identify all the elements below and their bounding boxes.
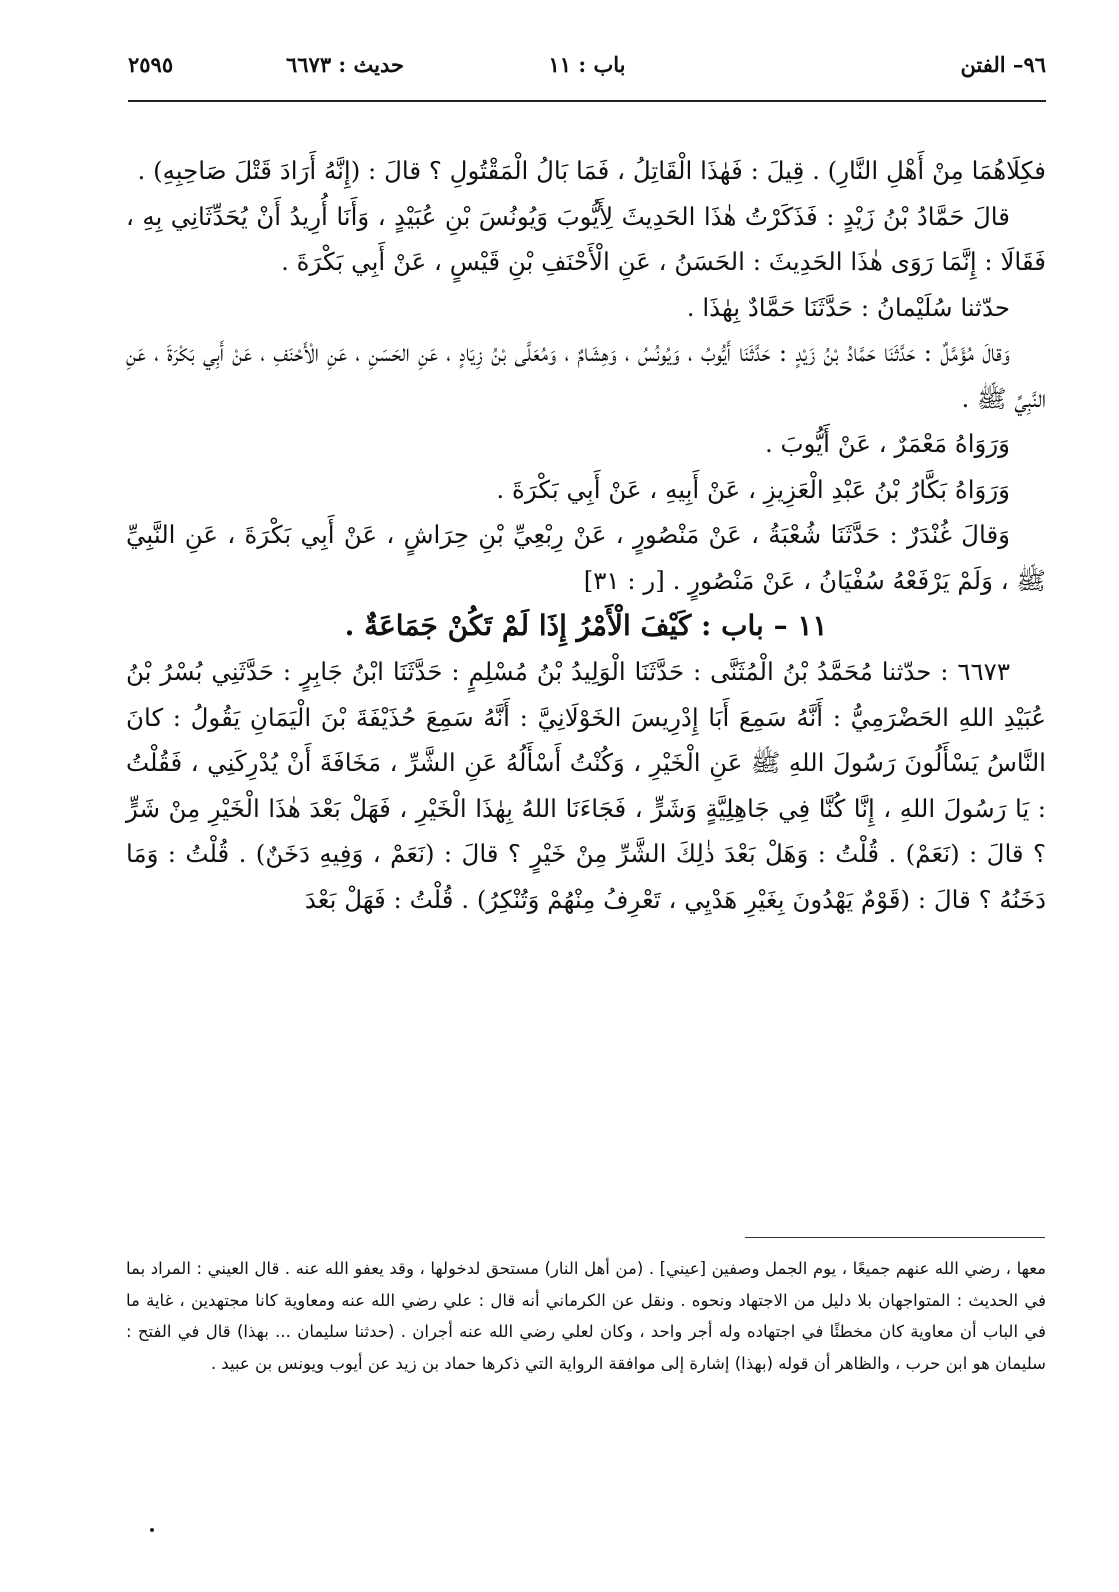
text-paragraph: وَقالَ مُؤَمَّلٌ : حَدَّثَنَا حَمَّادُ بْنُ زَيْدٍ : حَدَّثَنَا أَيُّوبُ ، وَيُونُسُ ، وَهِشَامٌ ، وَمُعَلَّى بْنُ زِيَادٍ ، عَنِ الحَسَنِ ، عَنِ الْأَحْنَفِ ، عَنْ أَبِي بَكْرَةَ ، عَنِ النَّبِيِّ ﷺ . <box>126 338 1046 413</box>
text-paragraph: وَقالَ غُنْدَرٌ : حَدَّثَنَا شُعْبَةُ ، عَنْ مَنْصُورٍ ، عَنْ رِبْعِيِّ بْنِ حِرَاشٍ ، عَنْ أَبِي بَكْرَةَ ، عَنِ النَّبِيِّ ﷺ ، وَلَمْ يَرْفَعْهُ سُفْيَانُ ، عَنْ مَنْصُورٍ . [ر : ٣١] <box>126 520 1046 595</box>
hadith-paragraph: ٦٦٧٣ : حدّثنا مُحَمَّدُ بْنُ الْمُثَنَّى : حَدَّثَنَا الْوَلِيدُ بْنُ مُسْلِمٍ : حَدَّثَنَا ابْنُ جَابِرٍ : حَدَّثَنِي بُسْرُ بْنُ عُبَيْدِ اللهِ الحَضْرَمِيُّ : أَنَّهُ سَمِعَ أَبَا إِدْرِيسَ الخَوْلَانِيَّ : أَنَّهُ سَمِعَ حُذَيْفَةَ بْنَ الْيَمَانِ يَقُولُ : كانَ النَّاسُ يَسْأَلُونَ رَسُولَ اللهِ ﷺ عَنِ الْخَيْرِ ، وَكُنْتُ أَسْأَلُهُ عَنِ الشَّرِّ ، مَخَافَةَ أَنْ يُدْرِكَنِي ، فَقُلْتُ : يَا رَسُولَ اللهِ ، إِنَّا كُنَّا فِي جَاهِلِيَّةٍ وَشَرٍّ ، فَجَاءَنَا اللهُ بِهٰذَا الْخَيْرِ ، فَهَلْ بَعْدَ هٰذَا الْخَيْرِ مِنْ شَرٍّ ؟ قالَ : (نَعَمْ) . قُلْتُ : وَهَلْ بَعْدَ ذٰلِكَ الشَّرِّ مِنْ خَيْرٍ ؟ قالَ : (نَعَمْ ، وَفِيهِ دَخَنٌ) . قُلْتُ : وَمَا دَخَنُهُ ؟ قالَ : (قَوْمٌ يَهْدُونَ بِغَيْرِ هَدْيِي ، تَعْرِفُ مِنْهُمْ وَتُنْكِرُ) . قُلْتُ : فَهَلْ بَعْدَ <box>126 657 1046 914</box>
footnote-divider <box>745 1237 1045 1238</box>
chapter-heading: ١١ – باب : كَيْفَ الْأَمْرُ إِذَا لَمْ تَكُنْ جَمَاعَةٌ . <box>344 609 828 642</box>
main-text <box>126 148 1046 922</box>
text-paragraph: حدّثنا سُلَيْمانُ : حَدَّثَنَا حَمَّادٌ بِهٰذَا . <box>686 292 1010 322</box>
text-paragraph: وَرَوَاهُ مَعْمَرٌ ، عَنْ أَيُّوبَ . <box>764 429 1010 458</box>
page-speck <box>150 1528 154 1532</box>
header-page-number: ٢٥٩٥ <box>128 52 174 77</box>
footnote-text: معها ، رضي الله عنهم جميعًا ، يوم الجمل وصفين [عيني] . (من أهل النار) مستحق لدخولها ، وقد يعفو الله عنه . قال العيني : المراد بما في الحديث : المتواجهان بلا دليل من الاجتهاد ونحوه . ونقل عن الكرماني أنه قال : علي رضي الله عنه ومعاوية كانا مجتهدين ، غاية ما في الباب أن معاوية كان مخطئًا في اجتهاده وله أجر واحد ، وكان لعلي رضي الله عنه أجران . (حدثنا سليمان ... بهذا) قال في الفتح : سليمان هو ابن حرب ، والظاهر أن قوله (بهذا) إشارة إلى موافقة الرواية التي ذكرها حماد بن زيد عن أيوب ويونس بن عبيد . <box>126 1259 1046 1373</box>
footnote <box>126 1253 1046 1379</box>
text-paragraph: وَرَوَاهُ بَكَّارُ بْنُ عَبْدِ الْعَزِيزِ ، عَنْ أَبِيهِ ، عَنْ أَبِي بَكْرَةَ . <box>496 474 1010 504</box>
text-paragraph: قالَ حَمَّادُ بْنُ زَيْدٍ : فَذَكَرْتُ هٰذَا الحَدِيثَ لِأَيُّوبَ وَيُونُسَ بْنِ عُبَيْدٍ ، وَأَنَا أُرِيدُ أَنْ يُحَدِّثَانِي بِهِ ، فَقَالَا : إِنَّمَا رَوَى هٰذَا الحَدِيثَ : الحَسَنُ ، عَنِ الْأَحْنَفِ بْنِ قَيْسٍ ، عَنْ أَبِي بَكْرَةَ . <box>126 201 1046 276</box>
header-section-title: ٩٦– الفتن <box>960 52 1046 77</box>
text-paragraph: فكِلَاهُمَا مِنْ أَهْلِ النَّارِ) . قِيلَ : فَهٰذَا الْقَاتِلُ ، فَمَا بَالُ الْمَقْتُولِ ؟ قالَ : (إِنَّهُ أَرَادَ قَتْلَ صَاحِبِهِ) . <box>137 156 1046 185</box>
running-header <box>128 52 1046 92</box>
header-divider <box>128 100 1046 102</box>
header-chapter: باب : ١١ <box>548 52 626 77</box>
header-hadith-number: حديث : ٦٦٧٣ <box>286 52 404 77</box>
